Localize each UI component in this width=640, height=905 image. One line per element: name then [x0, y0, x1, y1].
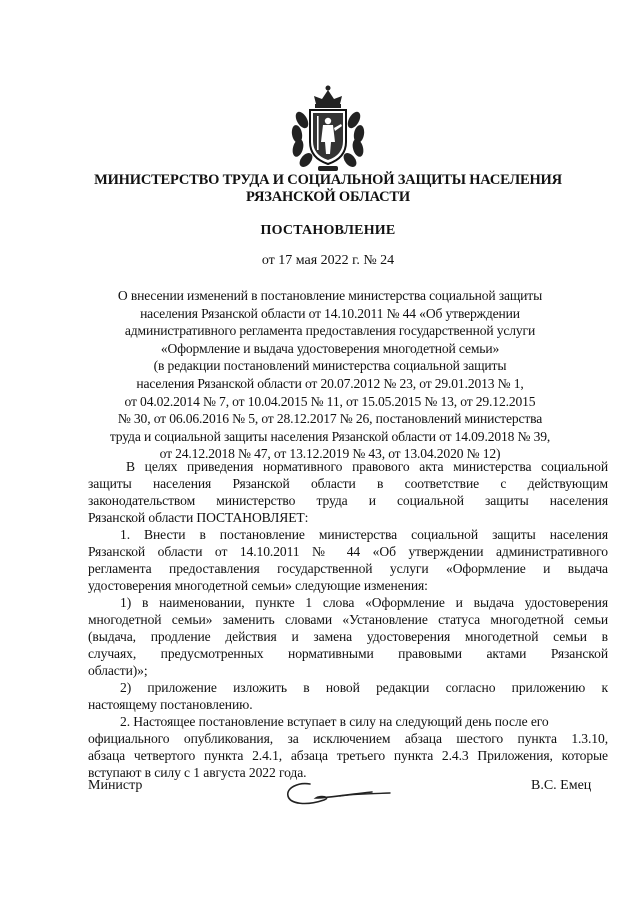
subject-line: населения Рязанской области от 14.10.2011 № 44 «Об утверждении	[140, 305, 520, 321]
subject-line: административного регламента предоставления государственной услуги	[124, 323, 536, 339]
body-line: официального опубликования, за исключением абзаца шестого пункта 1.3.10,	[88, 731, 608, 746]
body-line: защиты населения Рязанской области в соответствие с действующим	[88, 476, 608, 491]
body-line: 1) в наименовании, пункте 1 слова «Оформление и выдача удостоверения	[120, 595, 608, 610]
body-line: вступают в силу с 1 августа 2022 года.	[88, 765, 307, 780]
signer-name: В.С. Емец	[531, 778, 592, 793]
body-line: многодетной семьи» заменить словами «Установление статуса многодетной семьи	[88, 612, 608, 627]
subject-line: «Оформление и выдача удостоверения многодетной семьи»	[160, 340, 500, 356]
body-line: случаях, предусмотренных нормативными правовыми актами Рязанской	[88, 646, 608, 661]
body-line: 2) приложение изложить в новой редакции согласно приложению к	[120, 680, 608, 695]
document-type: ПОСТАНОВЛЕНИЕ	[260, 223, 396, 238]
body-line: законодательством министерство труда и социальной защиты населения	[88, 493, 608, 508]
body-line: области)»;	[88, 663, 148, 678]
subject-line: труда и социальной защиты населения Рязанской области от 14.09.2018 № 39,	[109, 428, 551, 444]
organization-name-line2: РЯЗАНСКОЙ ОБЛАСТИ	[246, 189, 410, 205]
coat-of-arms-emblem	[288, 84, 368, 176]
body-line: В целях приведения нормативного правового акта министерства социальной	[126, 459, 608, 474]
subject-line: от 24.12.2018 № 47, от 13.12.2019 № 43, от 13.04.2020 № 12)	[159, 446, 501, 462]
subject-line: № 30, от 06.06.2016 № 5, от 28.12.2017 № 26, постановлений министерства	[117, 411, 543, 427]
body-line: Рязанской области ПОСТАНОВЛЯЕТ:	[88, 510, 309, 525]
body-line: Рязанской области от 14.10.2011 № 44 «Об утверждении административного	[88, 544, 608, 559]
subject-line: (в редакции постановлений министерства социальной защиты	[153, 358, 507, 374]
body-line: 2. Настоящее постановление вступает в силу на следующий день после его	[120, 714, 549, 729]
subject-line: населения Рязанской области от 20.07.2012 № 23, от 29.01.2013 № 1,	[136, 375, 524, 391]
body-line: регламента предоставления государственной услуги «Оформление и выдача	[88, 561, 608, 576]
document-date-number: от 17 мая 2022 г. № 24	[261, 253, 395, 268]
body-line: абзаца четвертого пункта 2.4.1, абзаца третьего пункта 2.4.3 Приложения, которые	[88, 748, 608, 763]
subject-line: О внесении изменений в постановление министерства социальной защиты	[117, 288, 543, 303]
handwritten-signature	[280, 776, 400, 810]
document-body	[88, 458, 608, 781]
signer-position: Министр	[88, 778, 143, 793]
subject-line: от 04.02.2014 № 7, от 10.04.2015 № 11, от 15.05.2015 № 13, от 29.12.2015	[124, 393, 536, 409]
body-line: настоящему постановлению.	[88, 697, 253, 712]
body-line: (выдача, продление действия и замена удостоверения многодетной семьи в	[88, 629, 608, 644]
body-line: 1. Внести в постановление министерства социальной защиты населения	[120, 527, 608, 542]
organization-name-line1: МИНИСТЕРСТВО ТРУДА И СОЦИАЛЬНОЙ ЗАЩИТЫ НАСЕЛЕНИЯ	[94, 172, 562, 188]
document-subject	[80, 287, 580, 463]
body-line: удостоверения многодетной семьи» следующие изменения:	[88, 578, 428, 593]
